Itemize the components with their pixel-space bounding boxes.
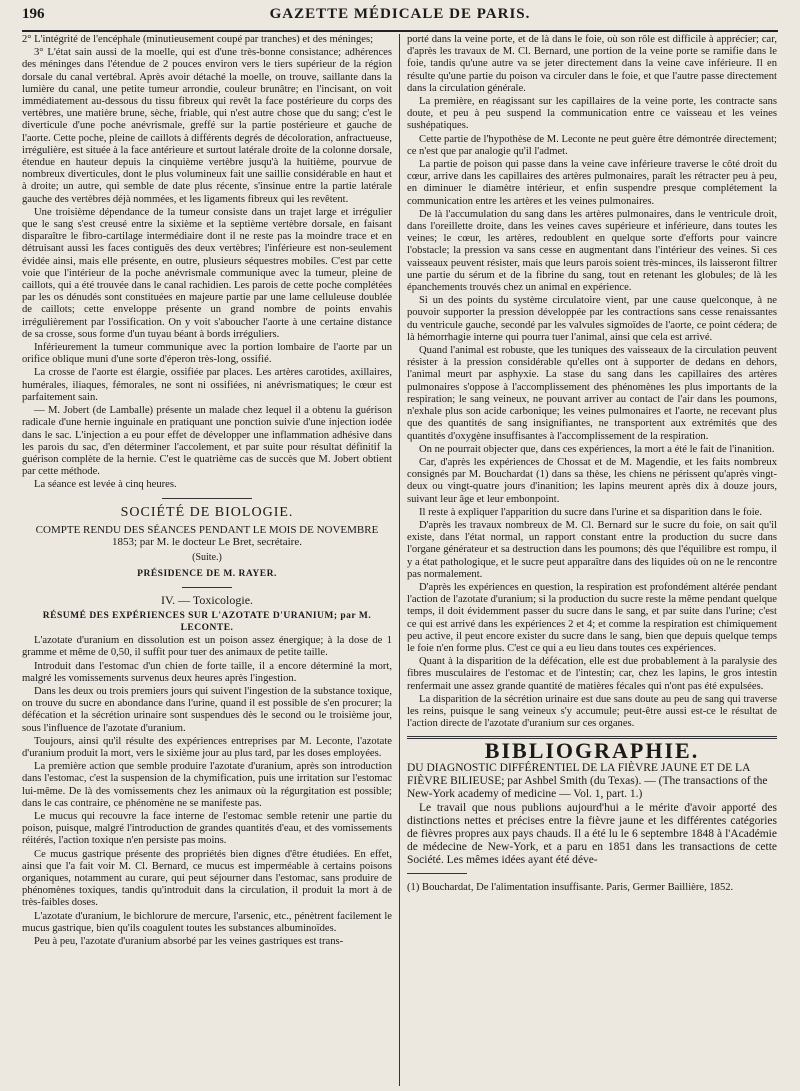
paragraph: De là l'accumulation du sang dans les artères pulmonaires, dans le ventricule droit, dans l'oreillette droite, dans les veines caves supérieure et inférieure, dans toutes les veines; le cœur, les artères, redoublent en quelque sorte d'efforts pour vaincre l'obstacle; la pression va sans cesse en augmentant dans l'intérieur des veines. Si ces vaisseaux peuvent résister, mais que leurs parois soient très-minces, ils laisseront filtrer une partie du sérum et de la fibrine du sang, tout en retenant les globules; de là les épanchements trouvés chez un animal en expérience. (407, 208, 777, 294)
paragraph: On ne pourrait objecter que, dans ces expériences, la mort a été le fait de l'inanition. (419, 443, 775, 455)
paragraph: 3° L'état sain aussi de la moelle, qui est d'une très-bonne consistance; adhérences des méninges dans l'étendue de 2 pouces environ vers le tiers supérieur de la région dorsale du canal vertébral. Après avoir détaché la moelle, on trouve, saillante dans la lumière du canal, une petite tumeur arrondie, couleur brunâtre; en l'incisant, on voit immédiatement au-dessous du tissu fibreux qui revêt la face postérieure du corps des vertèbres, une matière brune, sèche, friable, qui n'est autre chose que du sang; c'est le diverticule d'une poche anévrismale, greffé sur la partie postérieure et gauche de l'aorte. Cette poche, pleine de caillots à différents degrés de décoloration, anfractueuse, irrégulière, est située à la face antérieure et surtout latérale droite de la colonne dorsale, étendue en hauteur depuis la cinquième vertèbre jusqu'à la huitième, pourvue de nombreux diverticules, dont le plus volumineux fait une saillie considérable en haut et à droite; un autre, qui semble de date plus récente, s'insinue entre la partie latérale gauche des vertèbres déjà nommées, et les ligaments fibreux qui les revêtent. (22, 47, 392, 205)
paragraph: Si un des points du système circulatoire vient, par une cause quelconque, à ne pouvoir supporter la pression développée par les contractions sans cesse renaissantes du ventricule gauche, secondé par les valvules sigmoïdes de l'aorte, ce point cédera; de là hémorrhagie interne qui pourra tuer l'animal, ainsi que cela est arrivé. (407, 295, 777, 343)
paragraph: D'après les travaux nombreux de M. Cl. Bernard sur le sucre du foie, on sait qu'il existe, dans l'état normal, un rapport constant entre la production du sucre dans l'organe générateur et sa destruction dans les poumons; dès que l'équilibre est rompu, il y a état pathologique, et le sucre peut apparaître dans des liquides où on ne le rencontre pas normalement. (407, 519, 777, 580)
section-rule (162, 498, 252, 499)
presidency-label: PRÉSIDENCE DE M. RAYER. (137, 569, 277, 580)
paragraph: Inférieurement la tumeur communique avec la portion lombaire de l'aorte par un orifice oblique muni d'une sorte d'éperon très-long, ossifié. (22, 342, 392, 366)
paragraph: Dans les deux ou trois premiers jours qui suivent l'ingestion de la substance toxique, on trouve du sucre en abondance dans l'urine, quand il est possible de s'en procurer; la défécation et la sécrétion urinaire sont suspendues dès le second ou le troisième jour, sous l'influence de l'azotate d'uranium. (22, 685, 392, 734)
left-column (22, 34, 392, 1086)
running-title: GAZETTE MÉDICALE DE PARIS. (269, 6, 531, 22)
column-divider (399, 34, 400, 1086)
paragraph: Une troisième dépendance de la tumeur consiste dans un trajet large et irrégulier que le sang s'est creusé entre la sixième et la septième vertèbre dorsale, en faisant disparaître le fibro-cartilage intermédiaire dont il ne reste pas la moindre trace et en détruisant aussi les faces contiguës des deux vertèbres; l'inférieure est non-seulement évidée ainsi, mais elle présente, en outre, plusieurs séquestres mobiles. C'est par cette voie que l'intérieur de la poche anévrismale communique avec la tumeur, pleine de caillots, qui a été trouvée dans le canal rachidien. Les parois de cette poche complétées par les os dénudés sont constituées en majeure partie par une lame celluleuse doublée de caillots; cette enveloppe présente un grand nombre de points envahis irrégulièrement par l'ossification. On y voit s'aboucher l'aorte à une certaine distance de sa crosse, sous forme d'un tuyau béant à bords irréguliers. (22, 206, 392, 340)
paragraph: L'azotate d'uranium en dissolution est un poison assez énergique; à la dose de 1 gramme et même de 0,50, il suffit pour tuer des animaux de petite taille. (22, 635, 392, 659)
header-rule (22, 30, 778, 32)
report-title: COMPTE RENDU DES SÉANCES PENDANT LE MOIS DE NOVEMBRE 1853; par M. le docteur Le Bret, secrétaire. (35, 523, 379, 548)
paragraph: Car, d'après les expériences de Chossat et de M. Magendie, et les faits nombreux consignés par M. Bouchardat (1) dans sa thèse, les chiens ne périssent qu'après vingt-deux ou vingt-quatre jours d'inanition; les lapins meurent après dix à douze jours, suivant leur âge et leur embonpoint. (407, 456, 777, 505)
paragraph: porté dans la veine porte, et de là dans le foie, où son rôle est difficile à apprécier; car, d'après les travaux de M. Cl. Bernard, une portion de la veine porte se ramifie dans le foie, tandis qu'une autre va se jeter directement dans la veine cave inférieure. Il en résulte qu'une partie du poison va circuler dans le foie, et que l'autre passe directement dans la circulation générale. (407, 34, 777, 94)
paragraph: La séance est levée à cinq heures. (34, 479, 177, 491)
paragraph: Toujours, ainsi qu'il résulte des expériences entreprises par M. Leconte, l'azotate d'uranium produit la mort, vers le sixième jour au plus tard, par les doses employées. (22, 735, 392, 759)
paragraph: Quant à la disparition de la défécation, elle est due probablement à la paralysie des fibres musculaires de l'estomac et de l'intestin; car, chez les lapins, le gros intestin renfermait une assez grande quantité de matières fécales qui n'ont pas été expulsées. (407, 656, 777, 692)
paragraph: L'azotate d'uranium, le bichlorure de mercure, l'arsenic, etc., pénètrent facilement le mucus gastrique, bien qu'ils coagulent toutes les substances albuminoïdes. (22, 910, 392, 934)
page-number: 196 (22, 6, 45, 22)
society-title: SOCIÉTÉ DE BIOLOGIE. (120, 504, 294, 520)
paragraph: Introduit dans l'estomac d'un chien de forte taille, il a encore déterminé la mort, malgré les vomissements survenus deux heures après l'ingestion. (22, 660, 392, 684)
section-rule (182, 587, 232, 588)
summary-heading: RÉSUMÉ DES EXPÉRIENCES SUR L'AZOTATE D'URANIUM; par M. LECONTE. (42, 610, 372, 633)
section-heading: IV. — Toxicologie. (160, 592, 254, 607)
bibliography-reference: DU DIAGNOSTIC DIFFÉRENTIEL DE LA FIÈVRE JAUNE ET DE LA FIÈVRE BILIEUSE; par Ashbel Smith (du Texas). — (The transactions of the New-York academy of medicine — Vol. 1, part. 1.) (407, 761, 768, 800)
paragraph: Le mucus qui recouvre la face interne de l'estomac semble retenir une partie du poison, puisque, malgré l'introduction de grandes quantités d'eau, et des vomissements réitérés, l'action toxique n'en persiste pas moins. (22, 810, 392, 847)
footnote-rule (407, 873, 467, 874)
paragraph: La disparition de la sécrétion urinaire est due sans doute au peu de sang qui traverse les reins, puisque le sang veineux s'y accumule; peut-être aussi est-ce le résultat de l'action directe de l'azotate d'uranium sur ces organes. (407, 693, 777, 730)
bibliography-title: BIBLIOGRAPHIE. (484, 738, 700, 764)
paragraph: — M. Jobert (de Lamballe) présente un malade chez lequel il a obtenu la guérison radicale d'une hernie inguinale en pratiquant une ponction suivie d'une injection iodée dans le sac. L'injection a eu pour effet de développer une inflammation adhésive dans les parois du sac, d'en déterminer l'accolement, et par suite pour résultat définitif la guérison complète de la hernie. C'est le quatrième cas de succès que M. Jobert obtient par cette méthode. (22, 405, 392, 478)
paragraph: La partie de poison qui passe dans la veine cave inférieure traverse le côté droit du cœur, arrive dans les capillaires des artères pulmonaires, paraît les rétracter peu à peu, en diminuer le diamètre intérieur, et enfin suspendre presque complétement la communication entre les artères et les veines pulmonaires. (407, 159, 777, 207)
page-header (22, 6, 778, 30)
paragraph: Cette partie de l'hypothèse de M. Leconte ne peut guère être démontrée directement; ce n'est que par analogie qu'il l'admet. (407, 133, 777, 157)
bibliography-body: Le travail que nous publions aujourd'hui a le mérite d'avoir apporté des distinctions nettes et précises entre la fièvre jaune et les différentes catégories de fièvres propres aux pays chauds. Il a été lu le 6 septembre 1848 à l'Académie de médecine de New-York, et a paru en 1851 dans les transactions de cette Société. Les mêmes idées ayant été déve- (407, 801, 777, 866)
paragraph: La première action que semble produire l'azotate d'uranium, après son introduction dans l'estomac, c'est la suspension de la chymification, puis une irritation sur l'estomac lui-même. De là des vomissements chez les animaux où la régurgitation est possible; dans le cas contraire, ce phénomène ne se manifeste pas. (22, 761, 392, 809)
paragraph: La crosse de l'aorte est élargie, ossifiée par places. Les artères carotides, axillaires, humérales, iliaques, fémorales, ne sont ni ossifiées, ni anévrismatiques; le cœur est parfaitement sain. (22, 367, 392, 403)
continued-label: (Suite.) (192, 552, 222, 564)
right-column (407, 34, 777, 1086)
paragraph: Il reste à expliquer l'apparition du sucre dans l'urine et sa disparition dans le foie. (419, 506, 763, 518)
paragraph: La première, en réagissant sur les capillaires de la veine porte, les contracte sans doute, et peu à peu suspend la communication entre ce vaisseau et les veines sushépatiques. (407, 96, 777, 132)
footnote: (1) Bouchardat, De l'alimentation insuffisante. Paris, Germer Baillière, 1852. (407, 881, 734, 893)
paragraph: 2° L'intégrité de l'encéphale (minutieusement coupé par tranches) et des méninges; (22, 34, 374, 45)
paragraph: Ce mucus gastrique présente des propriétés bien dignes d'être étudiées. En effet, ainsi que l'a fait voir M. Cl. Bernard, ce mucus est imperméable à certains poisons organiques, notamment au curare, qui peut séjourner dans l'estomac, sans produire de phénomènes toxiques, tandis qu'introduit dans la circulation, il produit la mort à de très-faibles doses. (22, 848, 392, 909)
paragraph: Peu à peu, l'azotate d'uranium absorbé par les veines gastriques est trans- (34, 936, 344, 948)
paragraph: D'après les expériences en question, la respiration est profondément altérée pendant l'action de l'azotate d'uranium; si la production du sucre reste la même pendant quelque temps, il doit évidemment passer du sucre dans le sang, et par suite dans l'urine; c'est ce qui est arrivé dans les expériences 2 et 4; et comme la respiration est chimiquement peu active, il peut encore exister du sucre dans le sang, bien que depuis quelque temps le foie n'en forme plus. C'est ce qui a eu lieu dans toutes ces expériences. (407, 581, 777, 654)
paragraph: Quand l'animal est robuste, que les tuniques des vaisseaux de la circulation peuvent résister à la pression considérable qu'elles ont à supporter de dedans en dehors, l'animal meurt par asphyxie. La stase du sang dans les capillaires des artères pulmonaires s'oppose à l'accomplissement des phénomènes les plus importants de la respiration; le sang veineux, ne pouvant arriver au contact de l'air dans les poumons, n'exhale plus son acide carbonique; les veines pulmonaires et l'aorte, ne recevant plus que des quantités de sang insignifiantes, ne transportent aux extrémités que des quantités d'oxygène insuffisantes à l'accomplissement de la respiration. (407, 345, 777, 442)
